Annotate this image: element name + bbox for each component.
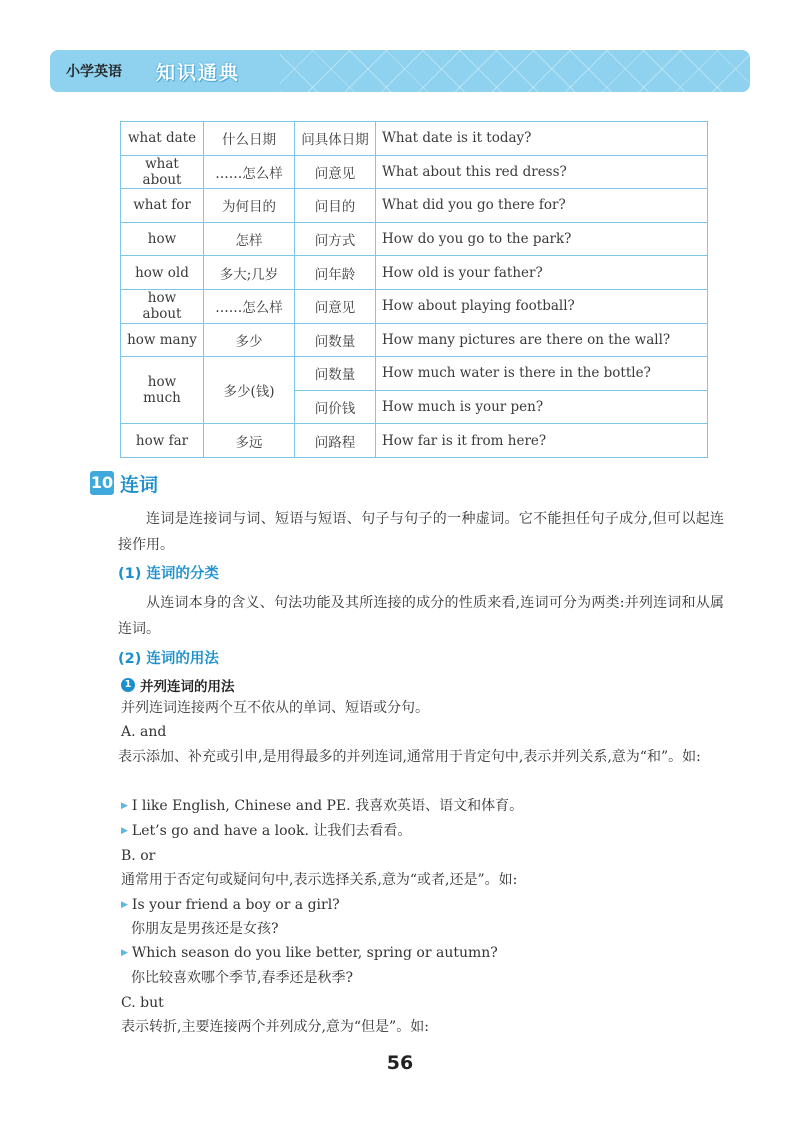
usage-cell: 问意见 [295, 289, 376, 323]
example-cell: What did you go there for? [376, 189, 708, 223]
meaning-cell: 怎样 [204, 222, 295, 256]
page-number: 56 [386, 1052, 414, 1074]
intro-paragraph: 连词是连接词与词、短语与短语、句子与句子的一种虚词。它不能担任句子成分,但可以起连接作用。 [118, 511, 724, 553]
meaning-cell: 多大;几岁 [204, 256, 295, 290]
point-1-title: 并列连词的用法 [140, 679, 235, 695]
table-row [121, 424, 708, 458]
example-or-2 [121, 942, 498, 964]
usage-cell: 问价钱 [295, 390, 376, 424]
or-description: 通常用于否定句或疑问句中,表示选择关系,意为“或者,还是”。如: [121, 872, 518, 888]
phrase-cell: how old [121, 256, 204, 290]
subsection-2-title: (2) 连词的用法 [118, 651, 219, 667]
book-title: 知识通典 [156, 62, 241, 84]
usage-cell: 问目的 [295, 189, 376, 223]
phrase-cell: how far [121, 424, 204, 458]
usage-cell: 问数量 [295, 323, 376, 357]
example-cell: What about this red dress? [376, 155, 708, 189]
table-row [121, 155, 708, 189]
but-description: 表示转折,主要连接两个并列成分,意为“但是”。如: [121, 1019, 429, 1035]
section-title: 连词 [120, 473, 159, 496]
usage-cell: 问方式 [295, 222, 376, 256]
example-or-1-translation: 你朋友是男孩还是女孩? [131, 921, 279, 937]
usage-cell: 问数量 [295, 357, 376, 391]
bullet-triangle-icon: ▶ [121, 801, 128, 811]
bullet-triangle-icon: ▶ [121, 948, 128, 958]
phrase-cell: what date [121, 122, 204, 156]
meaning-cell: ……怎么样 [204, 289, 295, 323]
example-cell: How about playing football? [376, 289, 708, 323]
example-or-1 [121, 894, 340, 916]
subsection-1-title: (1) 连词的分类 [118, 566, 219, 582]
example-cell: How many pictures are there on the wall? [376, 323, 708, 357]
and-description: 表示添加、补充或引申,是用得最多的并列连词,通常用于肯定句中,表示并列关系,意为“和”。如: [118, 749, 701, 765]
example-cell: How do you go to the park? [376, 222, 708, 256]
usage-cell: 问具体日期 [295, 122, 376, 156]
header-decoration [280, 50, 750, 92]
meaning-cell: 什么日期 [204, 122, 295, 156]
example-cell: How much water is there in the bottle? [376, 357, 708, 391]
bullet-triangle-icon: ▶ [121, 826, 128, 836]
table-row [121, 256, 708, 290]
table-row [121, 222, 708, 256]
table-row [121, 323, 708, 357]
subsection-1-text: 从连词本身的含义、句法功能及其所连接的成分的性质来看,连词可分为两类:并列连词和从属连词。 [118, 595, 724, 637]
example-text: Is your friend a boy or a girl? [131, 897, 340, 913]
question-words-table [120, 121, 708, 458]
example-and-1 [121, 795, 523, 817]
meaning-cell: ……怎么样 [204, 155, 295, 189]
bullet-triangle-icon: ▶ [121, 900, 128, 910]
phrase-cell: how about [121, 289, 204, 323]
phrase-cell: what about [121, 155, 204, 189]
example-cell: How much is your pen? [376, 390, 708, 424]
example-cell: How far is it from here? [376, 424, 708, 458]
label-a: A. and [121, 724, 167, 740]
section-heading [90, 470, 158, 496]
table-row [121, 122, 708, 156]
usage-cell: 问意见 [295, 155, 376, 189]
phrase-cell: how much [121, 357, 204, 424]
label-b: B. or [121, 848, 156, 864]
point-1-heading [121, 675, 235, 695]
table-row [121, 289, 708, 323]
series-label: 小学英语 [66, 64, 122, 80]
example-cell: How old is your father? [376, 256, 708, 290]
example-and-2 [121, 820, 411, 842]
meaning-cell: 多少 [204, 323, 295, 357]
example-text: Let’s go and have a look. 让我们去看看。 [131, 823, 412, 839]
label-c: C. but [121, 995, 164, 1011]
phrase-cell: what for [121, 189, 204, 223]
phrase-cell: how many [121, 323, 204, 357]
example-or-2-translation: 你比较喜欢哪个季节,春季还是秋季? [131, 970, 353, 986]
point-number-badge: 1 [121, 678, 135, 692]
table-row [121, 189, 708, 223]
example-cell: What date is it today? [376, 122, 708, 156]
meaning-cell: 多远 [204, 424, 295, 458]
point-1-text: 并列连词连接两个互不依从的单词、短语或分句。 [121, 700, 429, 716]
table-row [121, 357, 708, 391]
usage-cell: 问年龄 [295, 256, 376, 290]
example-text: I like English, Chinese and PE. 我喜欢英语、语文和体育。 [131, 798, 524, 814]
example-text: Which season do you like better, spring or autumn? [131, 945, 498, 961]
usage-cell: 问路程 [295, 424, 376, 458]
meaning-cell: 多少(钱) [204, 357, 295, 424]
phrase-cell: how [121, 222, 204, 256]
section-number: 10 [90, 471, 114, 495]
page-header [50, 50, 750, 92]
meaning-cell: 为何目的 [204, 189, 295, 223]
